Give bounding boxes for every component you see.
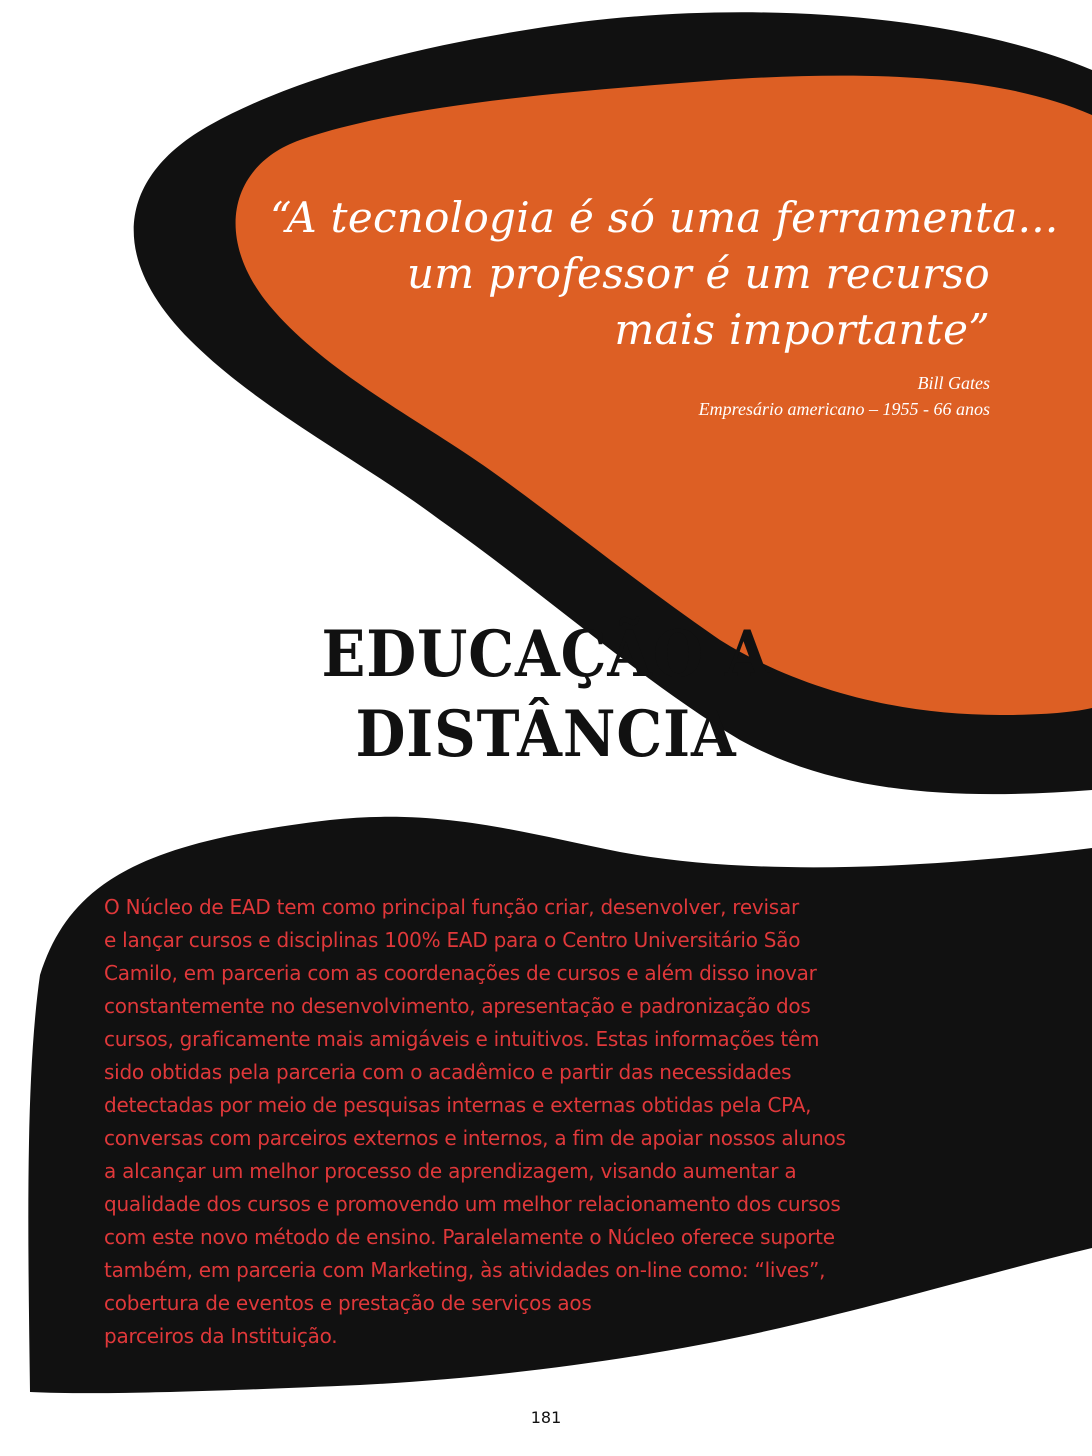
quote-line-2: um professor é um recurso — [406, 249, 990, 298]
title-line-1: EDUCAÇÃO A — [321, 617, 771, 692]
quote-attribution — [270, 370, 990, 422]
body-line: O Núcleo de EAD tem como principal função criar, desenvolver, revisar — [104, 895, 799, 919]
body-line: Camilo, em parceria com as coordenações de cursos e além disso inovar — [104, 961, 817, 985]
quote-line-1: “A tecnologia é só uma ferramenta... — [270, 193, 1059, 242]
body-line: também, em parceria com Marketing, às atividades on-line como: “lives”, — [104, 1258, 826, 1282]
quote-line-3: mais importante” — [614, 305, 990, 354]
body-line: detectadas por meio de pesquisas internas e externas obtidas pela CPA, — [104, 1093, 812, 1117]
body-line: constantemente no desenvolvimento, apresentação e padronização dos — [104, 994, 811, 1018]
title-line-2: DISTÂNCIA — [355, 697, 737, 772]
quote-author: Bill Gates — [917, 373, 990, 393]
body-line: e lançar cursos e disciplinas 100% EAD para o Centro Universitário São — [104, 928, 801, 952]
body-line: com este novo método de ensino. Paralelamente o Núcleo oferece suporte — [104, 1225, 835, 1249]
quote-author-description: Empresário americano – 1955 - 66 anos — [698, 399, 990, 419]
body-paragraph — [104, 891, 984, 1353]
body-line: conversas com parceiros externos e internos, a fim de apoiar nossos alunos — [104, 1126, 846, 1150]
body-line: sido obtidas pela parceria com o acadêmico e partir das necessidades — [104, 1060, 792, 1084]
body-line: cobertura de eventos e prestação de serviços aos — [104, 1291, 592, 1315]
body-line: a alcançar um melhor processo de aprendizagem, visando aumentar a — [104, 1159, 797, 1183]
body-line: qualidade dos cursos e promovendo um melhor relacionamento dos cursos — [104, 1192, 841, 1216]
body-line: parceiros da Instituição. — [104, 1324, 338, 1348]
section-title — [246, 615, 846, 775]
body-line: cursos, graficamente mais amigáveis e intuitivos. Estas informações têm — [104, 1027, 820, 1051]
quote-block — [270, 190, 1059, 422]
page-number: 181 — [530, 1408, 562, 1427]
